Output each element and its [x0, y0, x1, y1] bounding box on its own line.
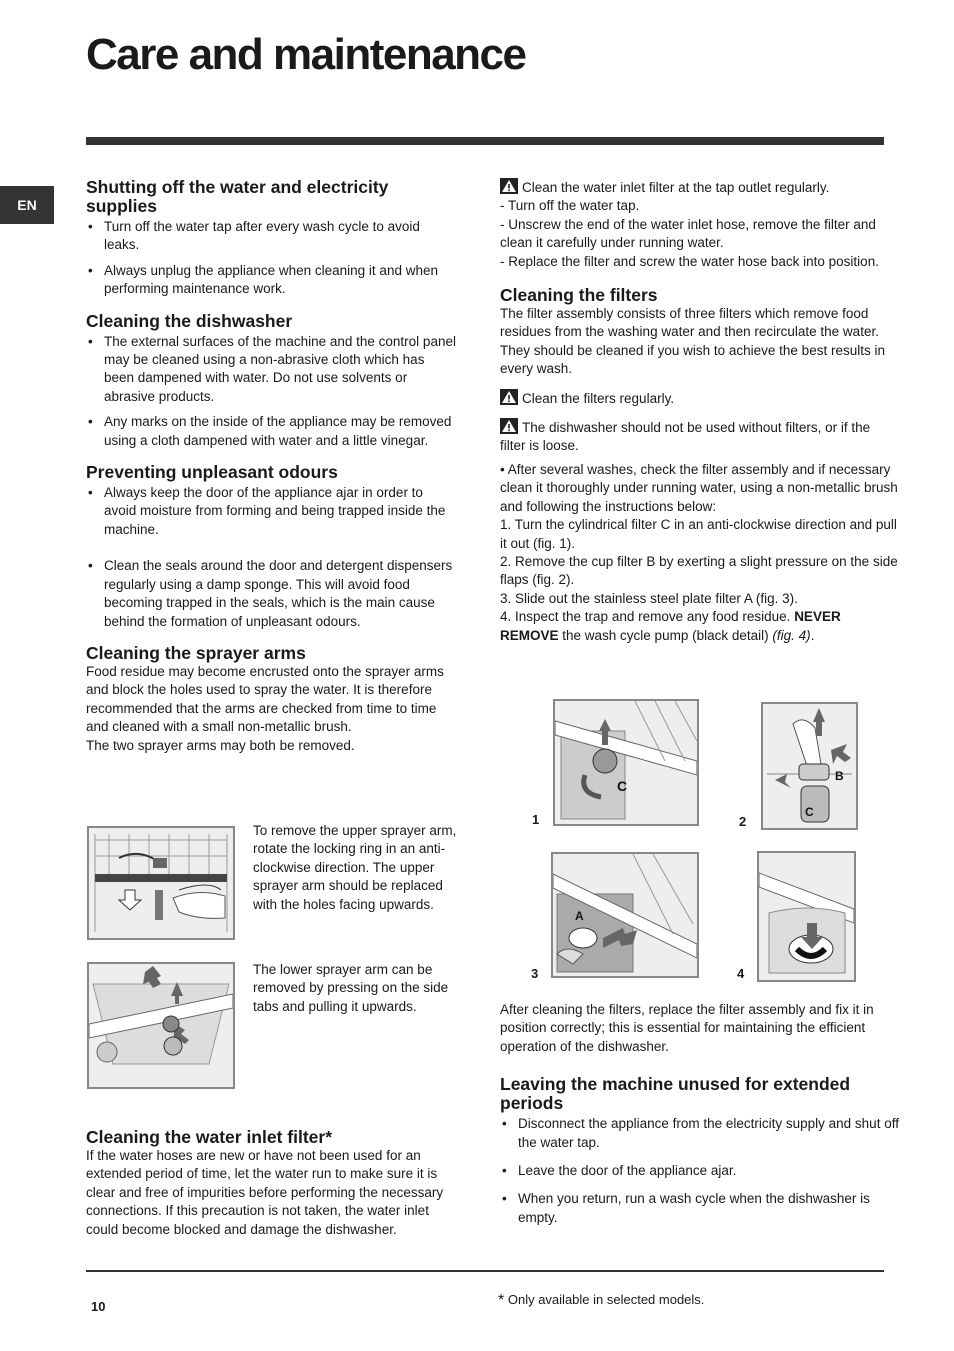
section-heading-unused: Leaving the machine unused for extended periods [500, 1074, 851, 1114]
warning-note: The dishwasher should not be used without filters, or if the filter is loose. [500, 420, 871, 454]
paragraph: The two sprayer arms may both be removed. [86, 737, 355, 753]
plate-filter-illustration [553, 854, 697, 976]
pump-trap-illustration [759, 853, 854, 980]
left-column [86, 178, 458, 755]
right-column-lower [500, 1001, 900, 1234]
fig-label: A [575, 909, 584, 923]
paragraph: The filter assembly consists of three filters which remove food residues from the washing water and then recirculate the water. They should be cleaned if you wish to achieve the best results in every wash. [500, 306, 885, 377]
filter-figure-3 [551, 852, 699, 978]
bullet-list [500, 1115, 900, 1227]
bullet-list [86, 333, 458, 450]
list-item: • Turn off the water tap after every wash cycle to avoid leaks. [86, 218, 458, 255]
list-item: • Always unplug the appliance when cleaning it and when performing maintenance work. [86, 262, 458, 299]
warning-note: Clean the water inlet filter at the tap outlet regularly. [500, 178, 898, 197]
filter-figure-1 [553, 699, 699, 826]
fig-label: B [835, 769, 844, 783]
paragraph: After cleaning the filters, replace the filter assembly and fix it in position correctly; this is essential for maintaining the efficient operation of the dishwasher. [500, 1002, 874, 1054]
paragraph: If the water hoses are new or have not been used for an extended period of time, let the water run to make sure it is clear and free of impurities before performing the necessary connections. If this precaution is not taken, the water inlet could become blocked and damage the dishwasher. [86, 1148, 444, 1237]
section-heading-water-inlet-filter: Cleaning the water inlet filter* [86, 1127, 333, 1147]
water-inlet-filter-section [86, 1128, 458, 1239]
figure-number: 4 [737, 966, 745, 981]
step-text: - Turn off the water tap. [500, 198, 640, 214]
filter-figure-4 [757, 851, 856, 982]
lower-sprayer-arm-figure [87, 962, 235, 1089]
figure-number: 3 [531, 966, 539, 981]
list-item: • When you return, run a wash cycle when the dishwasher is empty. [500, 1190, 900, 1227]
fig-label: C [617, 778, 628, 794]
list-item: • Clean the seals around the door and detergent dispensers regularly using a damp sponge. This will avoid food becoming trapped in the seals, which is the main cause behind the formation of unpleasant odours. [86, 557, 458, 631]
footnote: * Only available in selected models. [498, 1292, 705, 1309]
warning-note: Clean the filters regularly. [500, 389, 898, 408]
paragraph: Food residue may become encrusted onto the sprayer arms and block the holes used to spray the water. It is therefore recommended that the arms are checked from time to time and cleaned with a small non-metallic brush. [86, 663, 444, 735]
bullet-list [86, 218, 458, 299]
lower-sprayer-arm-illustration [89, 964, 233, 1087]
paragraph: • After several washes, check the filter assembly and if necessary clean it thoroughly under running water, using a non-metallic brush and following the instructions below: [500, 461, 898, 514]
section-heading-sprayer-arms: Cleaning the sprayer arms [86, 642, 306, 663]
filter-figure-2 [761, 702, 858, 830]
upper-sprayer-arm-illustration [89, 828, 233, 938]
list-item: • Always keep the door of the appliance ajar in order to avoid moisture from forming and being trapped inside the machine. [86, 484, 458, 539]
bullet-list [86, 484, 458, 631]
section-heading-odours: Preventing unpleasant odours [86, 462, 338, 483]
section-heading-cleaning-dishwasher: Cleaning the dishwasher [86, 310, 293, 331]
warning-icon [500, 418, 518, 434]
upper-sprayer-arm-figure [87, 826, 235, 940]
page-title: Care and maintenance [86, 30, 526, 79]
step-text: - Unscrew the end of the water inlet hose, remove the filter and clean it carefully under running water. [500, 216, 876, 251]
figure-number: 1 [532, 812, 540, 827]
list-item: • Any marks on the inside of the appliance may be removed using a cloth dampened with water and a little vinegar. [86, 413, 458, 450]
step-text: 2. Remove the cup filter B by exerting a slight pressure on the side flaps (fig. 2). [500, 553, 898, 588]
language-tab: EN [0, 186, 54, 224]
section-heading-cleaning-filters: Cleaning the filters [500, 285, 658, 306]
warning-icon [500, 389, 518, 405]
warning-icon [500, 178, 518, 194]
title-rule [86, 137, 884, 145]
list-item: • Disconnect the appliance from the electricity supply and shut off the water tap. [500, 1115, 900, 1152]
list-item: • Leave the door of the appliance ajar. [500, 1162, 900, 1180]
lower-sprayer-arm-text: The lower sprayer arm can be removed by pressing on the side tabs and pulling it upwards. [253, 962, 449, 1014]
step-text: - Replace the filter and screw the water hose back into position. [500, 253, 879, 269]
step-text: 3. Slide out the stainless steel plate filter A (fig. 3). [500, 590, 798, 606]
right-column [500, 178, 898, 645]
cup-filter-illustration [763, 704, 856, 828]
section-heading-shut-off: Shutting off the water and electricity supplies [86, 177, 389, 216]
step-text: 1. Turn the cylindrical filter C in an anti-clockwise direction and pull it out (fig. 1). [500, 517, 897, 551]
page-number: 10 [91, 1299, 106, 1314]
upper-sprayer-arm-text: To remove the upper sprayer arm, rotate the locking ring in an anti-clockwise direction. The upper sprayer arm should be replaced with the holes facing upwards. [253, 823, 457, 912]
step-text: 4. Inspect the trap and remove any food residue. NEVER REMOVE the wash cycle pump (black detail) (fig. 4). [500, 609, 841, 643]
cylindrical-filter-illustration [555, 701, 697, 824]
fig-label: C [805, 805, 814, 819]
list-item: • The external surfaces of the machine and the control panel may be cleaned using a non-abrasive cloth which has been dampened with water. Do not use solvents or abrasive products. [86, 333, 458, 407]
figure-number: 2 [739, 814, 747, 829]
footer-rule [86, 1270, 884, 1272]
